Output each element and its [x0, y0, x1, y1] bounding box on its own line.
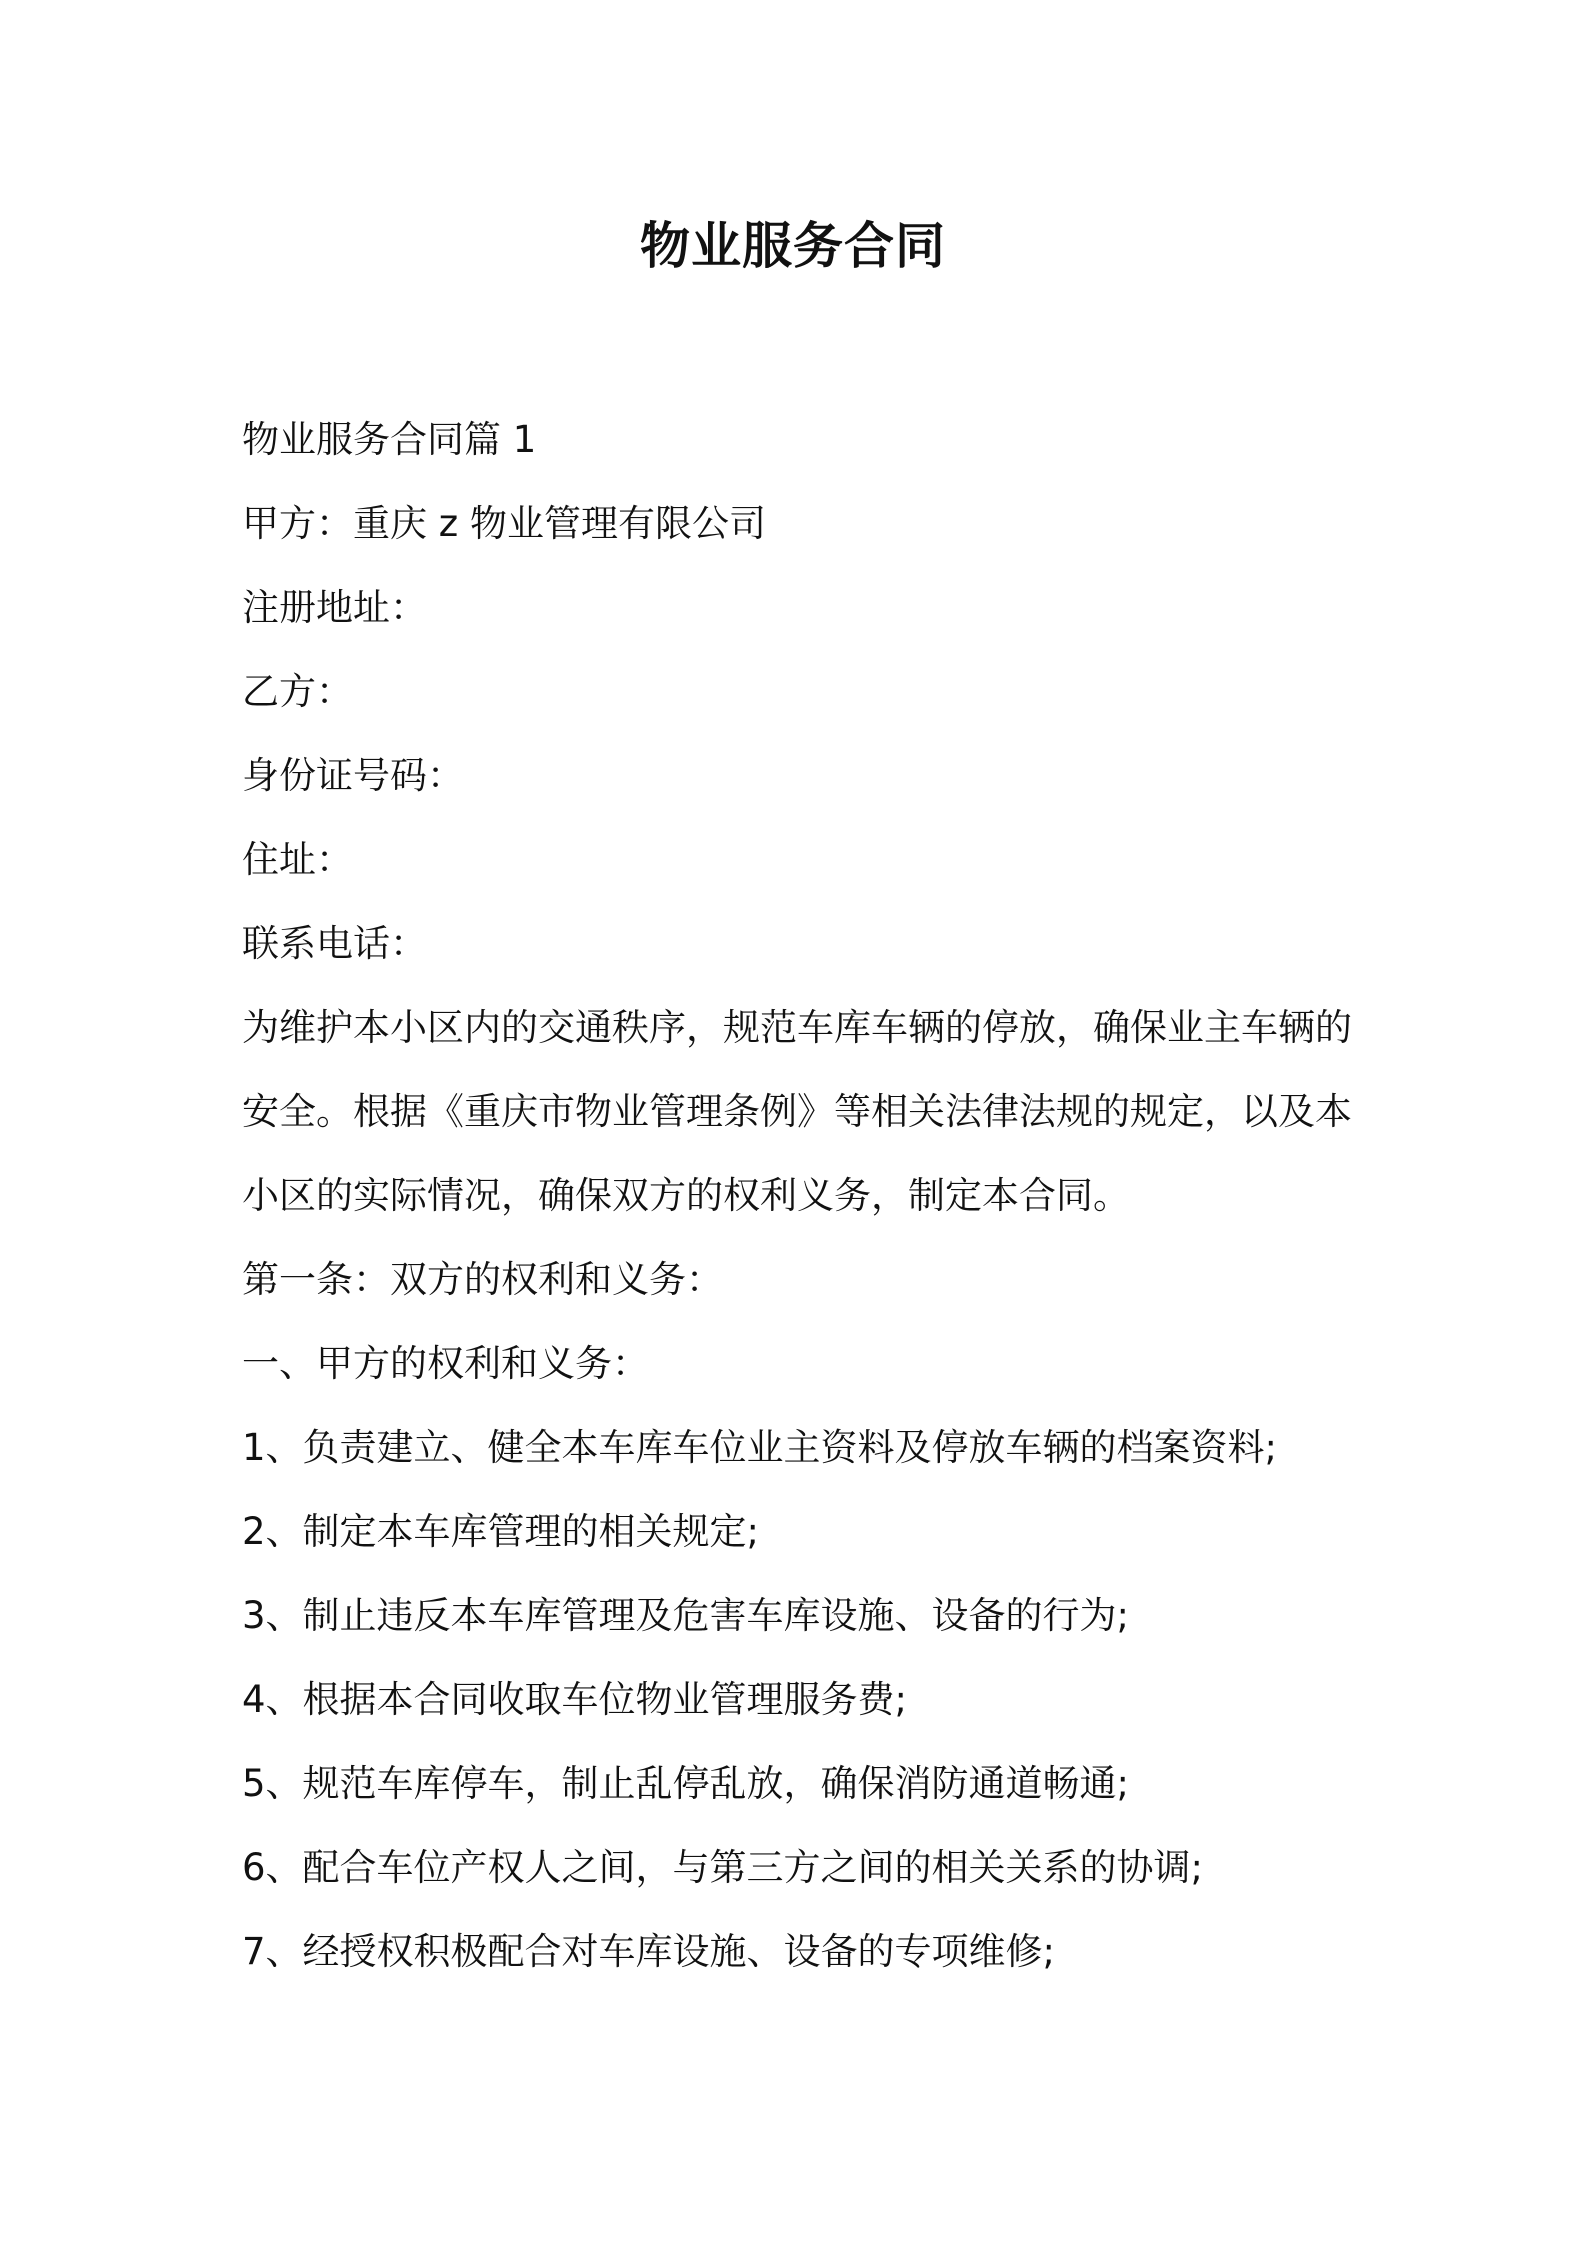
party-b-line: 乙方： — [242, 670, 353, 713]
party-a-rights-heading: 一、甲方的权利和义务： — [242, 1342, 649, 1385]
id-number-line: 身份证号码： — [242, 754, 464, 797]
document-title: 物业服务合同 — [640, 217, 946, 275]
list-item: 2、制定本车库管理的相关规定; — [242, 1510, 760, 1553]
list-item: 1、负责建立、健全本车库车位业主资料及停放车辆的档案资料; — [242, 1426, 1278, 1469]
registered-address-line: 注册地址： — [242, 586, 427, 629]
preamble-line-1: 为维护本小区内的交通秩序，规范车库车辆的停放，确保业主车辆的 — [242, 1006, 1352, 1049]
section-heading: 物业服务合同篇 1 — [242, 418, 537, 461]
list-item: 4、根据本合同收取车位物业管理服务费; — [242, 1678, 908, 1721]
list-item: 3、制止违反本车库管理及危害车库设施、设备的行为; — [242, 1594, 1130, 1637]
list-item: 5、规范车库停车，制止乱停乱放，确保消防通道畅通; — [242, 1762, 1130, 1805]
list-item: 7、经授权积极配合对车库设施、设备的专项维修; — [242, 1930, 1056, 1973]
residence-address-line: 住址： — [242, 838, 353, 881]
list-item: 6、配合车位产权人之间，与第三方之间的相关关系的协调; — [242, 1846, 1204, 1889]
article-one-heading: 第一条：双方的权利和义务： — [242, 1258, 723, 1301]
phone-line: 联系电话： — [242, 922, 427, 965]
preamble-line-3: 小区的实际情况，确保双方的权利义务，制定本合同。 — [242, 1174, 1130, 1217]
party-a-line: 甲方：重庆 z 物业管理有限公司 — [242, 502, 766, 545]
preamble-line-2: 安全。根据《重庆市物业管理条例》等相关法律法规的规定，以及本 — [242, 1090, 1352, 1133]
document-body — [242, 398, 1362, 1994]
